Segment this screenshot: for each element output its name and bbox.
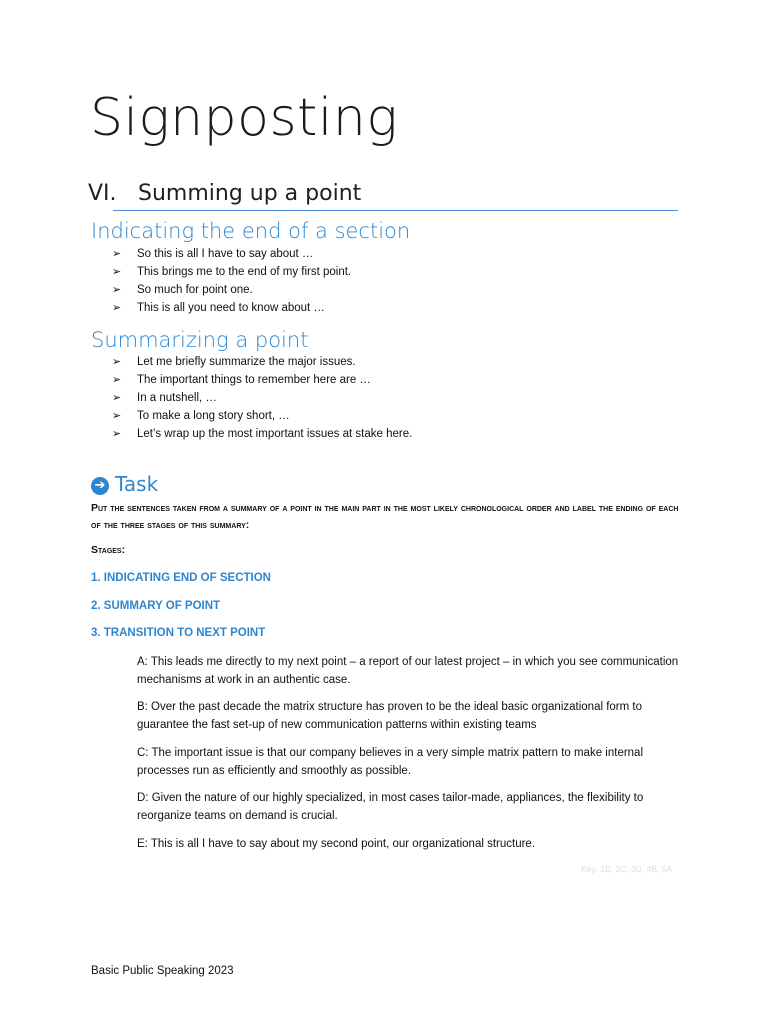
- arrowhead-bullet-icon: ➢: [112, 356, 122, 368]
- sentence-d: D: Given the nature of our highly specialized, in most cases tailor-made, appliances, the flexibility to reorganize teams on demand is crucial.: [137, 792, 644, 822]
- end-of-section-list: [112, 245, 351, 317]
- list-item-text: So much for point one.: [137, 284, 253, 296]
- arrowhead-bullet-icon: ➢: [112, 374, 122, 386]
- list-item: [112, 389, 412, 407]
- stages-label: Stages:: [91, 544, 126, 556]
- task-instruction: Put the sentences taken from a summary of a point in the main part in the most likely chronological order and label the ending of each of the three stages of this summary:: [91, 502, 679, 531]
- document-title: Signposting: [90, 88, 399, 148]
- list-item: [112, 263, 351, 281]
- list-item: [112, 353, 412, 371]
- sentence-b: B: Over the past decade the matrix structure has proven to be the ideal basic organizational form to guarantee the fast set-up of new communication patterns within existing teams: [137, 701, 642, 731]
- arrowhead-bullet-icon: ➢: [112, 410, 122, 422]
- summarizing-list: [112, 353, 412, 443]
- circled-arrow-icon: ➔: [91, 477, 109, 495]
- stage-2: 2. SUMMARY OF POINT: [91, 600, 221, 612]
- list-item-text: The important things to remember here are …: [137, 374, 371, 386]
- stage-1: 1. INDICATING END OF SECTION: [91, 572, 271, 584]
- task-heading-text: Task: [115, 472, 159, 496]
- sentence-c: C: The important issue is that our company believes in a very simple matrix pattern to make internal processes run as efficiently and smoothly as possible.: [137, 747, 644, 777]
- arrowhead-bullet-icon: ➢: [112, 392, 122, 404]
- section-number: VI.: [88, 181, 117, 206]
- page-footer: Basic Public Speaking 2023: [91, 965, 234, 977]
- task-heading: [91, 472, 158, 496]
- list-item: [112, 299, 351, 317]
- section-title: Summing up a point: [138, 181, 362, 206]
- section-rule: [113, 210, 678, 211]
- list-item: [112, 407, 412, 425]
- stage-3: 3. TRANSITION TO NEXT POINT: [91, 627, 266, 639]
- section-heading: [88, 181, 678, 211]
- list-item-text: So this is all I have to say about …: [137, 248, 314, 260]
- answer-key: Key: 1E, 2C, 3D, 4B, 5A: [581, 864, 673, 874]
- list-item-text: In a nutshell, …: [137, 392, 217, 404]
- list-item: [112, 371, 412, 389]
- list-item: [112, 281, 351, 299]
- list-item: [112, 245, 351, 263]
- subsection-heading-end-of-section: Indicating the end of a section: [91, 219, 411, 243]
- list-item-text: Let’s wrap up the most important issues at stake here.: [137, 428, 413, 440]
- list-item-text: This brings me to the end of my first point.: [137, 266, 352, 278]
- list-item-text: To make a long story short, …: [137, 410, 290, 422]
- arrowhead-bullet-icon: ➢: [112, 428, 122, 440]
- sentence-e: E: This is all I have to say about my second point, our organizational structure.: [137, 838, 536, 850]
- list-item: [112, 425, 412, 443]
- arrowhead-bullet-icon: ➢: [112, 266, 122, 278]
- subsection-heading-summarizing: Summarizing a point: [91, 328, 309, 352]
- arrowhead-bullet-icon: ➢: [112, 248, 122, 260]
- list-item-text: This is all you need to know about …: [137, 302, 325, 314]
- arrowhead-bullet-icon: ➢: [112, 284, 122, 296]
- list-item-text: Let me briefly summarize the major issues.: [137, 356, 356, 368]
- sentence-a: A: This leads me directly to my next point – a report of our latest project – in which you see communication mechanisms at work in an authentic case.: [137, 656, 679, 686]
- arrowhead-bullet-icon: ➢: [112, 302, 122, 314]
